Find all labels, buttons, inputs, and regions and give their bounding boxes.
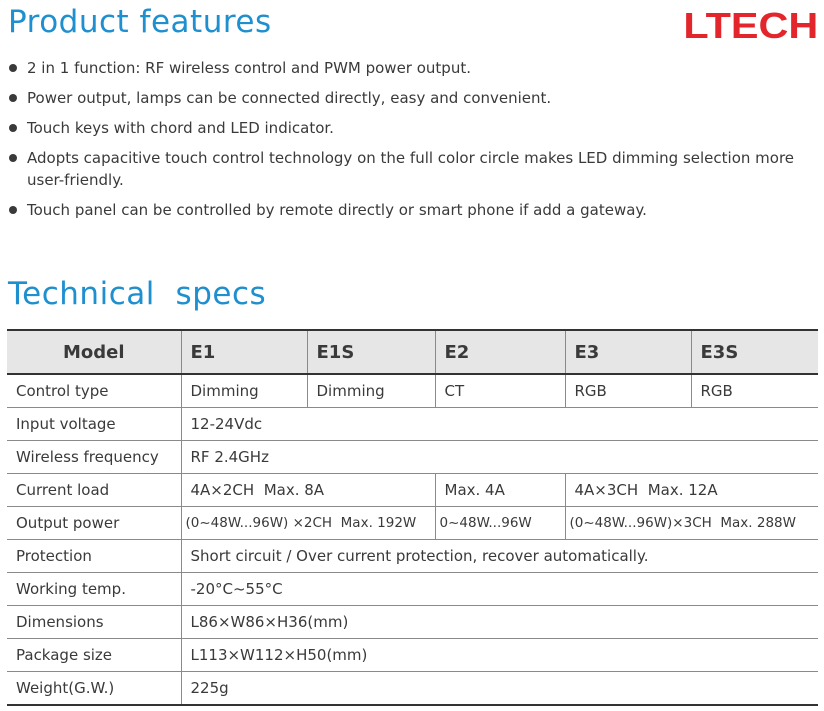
feature-text: Power output, lamps can be connected directly, easy and convenient. xyxy=(27,89,552,107)
cell-value: 0~48W...96W xyxy=(435,507,565,540)
technical-specs-title: Technical specs xyxy=(8,276,267,312)
cell-value: RF 2.4GHz xyxy=(181,441,818,474)
cell-value: (0~48W...96W)×3CH Max. 288W xyxy=(565,507,818,540)
feature-text: 2 in 1 function: RF wireless control and PWM power output. xyxy=(27,59,471,77)
cell-value: 4A×2CH Max. 8A xyxy=(181,474,435,507)
row-label: Dimensions xyxy=(7,606,181,639)
bullet-icon xyxy=(9,94,17,102)
feature-item xyxy=(8,147,822,191)
row-label: Output power xyxy=(7,507,181,540)
row-label: Package size xyxy=(7,639,181,672)
row-label: Wireless frequency xyxy=(7,441,181,474)
bullet-icon xyxy=(9,124,17,132)
row-label: Working temp. xyxy=(7,573,181,606)
feature-item xyxy=(8,57,822,79)
feature-text: Adopts capacitive touch control technology on the full color circle makes LED dimming selection more user-friendly. xyxy=(27,149,795,189)
feature-item xyxy=(8,117,822,139)
bullet-icon xyxy=(9,206,17,214)
feature-text: Touch keys with chord and LED indicator. xyxy=(27,119,334,137)
cell-value: CT xyxy=(435,374,565,408)
cell-value: 4A×3CH Max. 12A xyxy=(565,474,818,507)
row-label: Protection xyxy=(7,540,181,573)
table-header-row xyxy=(7,330,818,374)
row-label: Current load xyxy=(7,474,181,507)
header-model: Model xyxy=(7,330,181,374)
table-row xyxy=(7,639,818,672)
row-label: Input voltage xyxy=(7,408,181,441)
feature-list xyxy=(8,57,822,229)
cell-value: RGB xyxy=(565,374,691,408)
header-e1: E1 xyxy=(181,330,307,374)
cell-value: (0~48W...96W) ×2CH Max. 192W xyxy=(181,507,435,540)
table-row xyxy=(7,441,818,474)
specs-table xyxy=(7,329,818,706)
table-row xyxy=(7,573,818,606)
row-label: Control type xyxy=(7,374,181,408)
feature-item xyxy=(8,87,822,109)
feature-item xyxy=(8,199,822,221)
product-features-title: Product features xyxy=(8,4,272,40)
cell-value: Short circuit / Over current protection, recover automatically. xyxy=(181,540,818,573)
ltech-logo: LTECH xyxy=(683,5,818,46)
bullet-icon xyxy=(9,64,17,72)
header-e2: E2 xyxy=(435,330,565,374)
cell-value: L113×W112×H50(mm) xyxy=(181,639,818,672)
header-e1s: E1S xyxy=(307,330,435,374)
cell-value: Dimming xyxy=(307,374,435,408)
table-row xyxy=(7,507,818,540)
cell-value: -20°C~55°C xyxy=(181,573,818,606)
table-row xyxy=(7,672,818,706)
cell-value: 225g xyxy=(181,672,818,706)
bullet-icon xyxy=(9,154,17,162)
table-row xyxy=(7,474,818,507)
header-e3s: E3S xyxy=(691,330,818,374)
table-row xyxy=(7,374,818,408)
cell-value: L86×W86×H36(mm) xyxy=(181,606,818,639)
header-e3: E3 xyxy=(565,330,691,374)
table-row xyxy=(7,408,818,441)
table-row xyxy=(7,540,818,573)
cell-value: RGB xyxy=(691,374,818,408)
cell-value: 12-24Vdc xyxy=(181,408,818,441)
cell-value: Dimming xyxy=(181,374,307,408)
row-label: Weight(G.W.) xyxy=(7,672,181,706)
cell-value: Max. 4A xyxy=(435,474,565,507)
table-row xyxy=(7,606,818,639)
feature-text: Touch panel can be controlled by remote directly or smart phone if add a gateway. xyxy=(27,201,647,219)
